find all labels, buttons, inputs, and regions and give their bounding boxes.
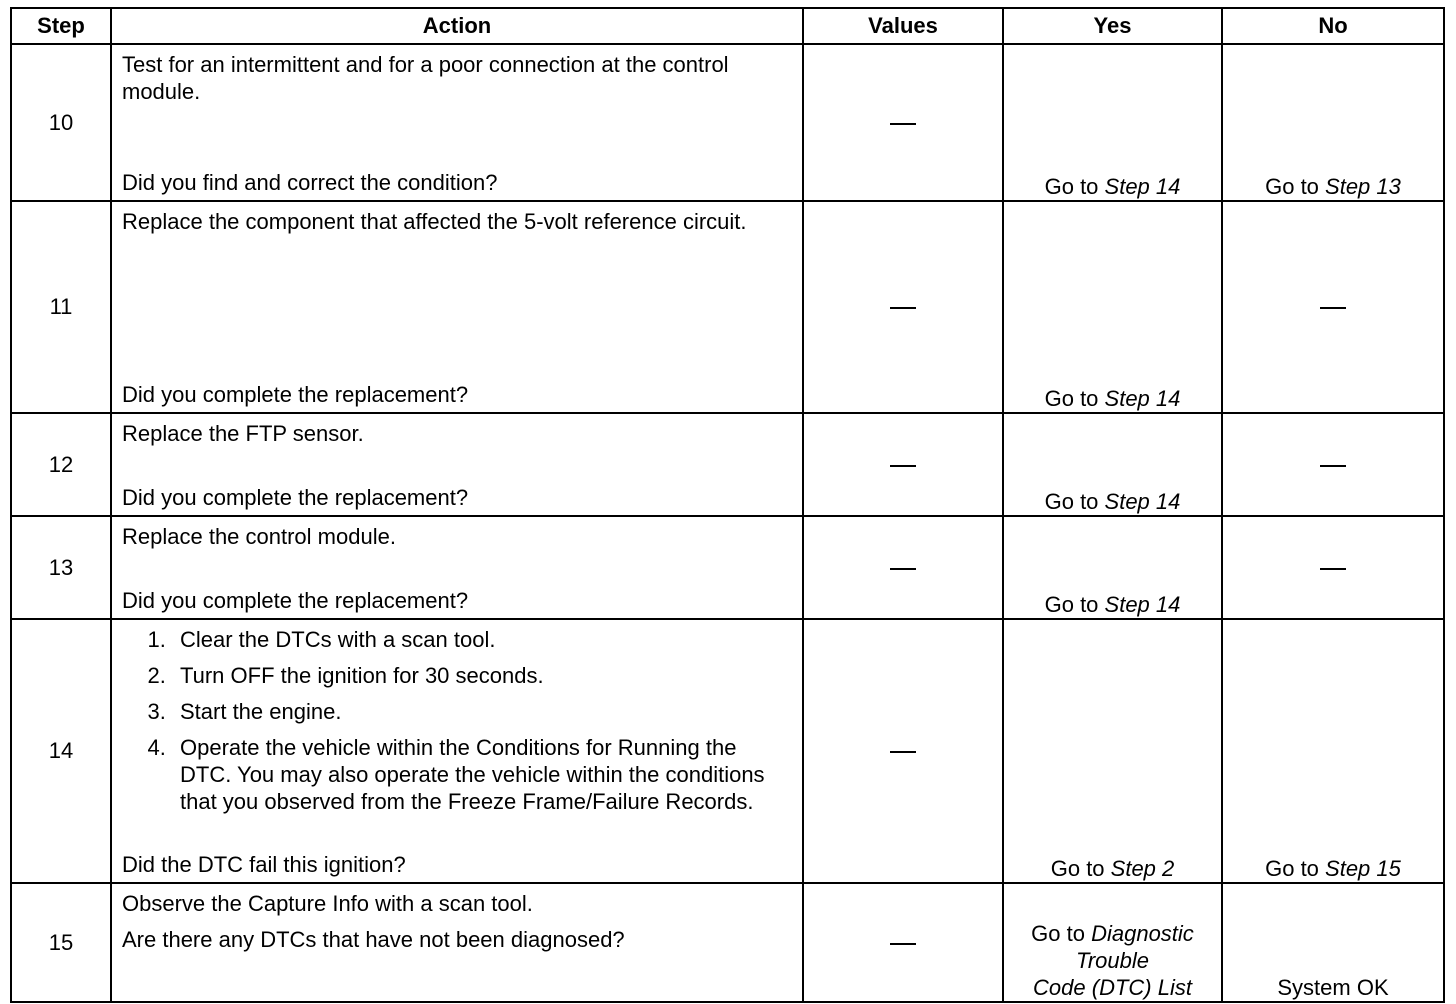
action-question: Did the DTC fail this ignition? <box>122 852 406 877</box>
header-step: Step <box>11 8 111 44</box>
goto-prefix: Go to <box>1044 592 1105 617</box>
dash-icon <box>1320 568 1346 570</box>
action-text: Observe the Capture Info with a scan tool. <box>122 891 533 916</box>
no-cell <box>1222 44 1444 201</box>
list-item: 4. Operate the vehicle within the Conditions for Running the DTC. You may also operate the vehicle within the conditions that you observed from the Freeze Frame/Failure Records. <box>172 734 792 815</box>
step-number: 10 <box>11 44 111 201</box>
step-reference: Step 13 <box>1325 174 1401 199</box>
step-reference: Step 2 <box>1110 856 1175 881</box>
step-reference: Step 14 <box>1104 386 1181 411</box>
table-row-step-12 <box>11 413 1444 516</box>
yes-link[interactable] <box>1051 856 1175 881</box>
step-number: 11 <box>11 201 111 413</box>
no-cell <box>1222 413 1444 516</box>
action-text: Test for an intermittent and for a poor connection at the control module. <box>122 52 729 104</box>
header-row <box>11 8 1444 44</box>
action-text: Replace the FTP sensor. <box>122 421 364 446</box>
table-row-step-14 <box>11 619 1444 883</box>
header-yes: Yes <box>1003 8 1222 44</box>
yes-cell <box>1003 44 1222 201</box>
goto-prefix: Go to <box>1044 174 1105 199</box>
yes-link[interactable] <box>1045 174 1181 199</box>
action-question: Did you complete the replacement? <box>122 382 469 407</box>
values-cell <box>803 516 1003 619</box>
action-cell <box>111 201 803 413</box>
goto-prefix: Go to <box>1044 386 1105 411</box>
table-row-step-13 <box>11 516 1444 619</box>
yes-cell <box>1003 516 1222 619</box>
values-cell <box>803 201 1003 413</box>
table-row-step-10 <box>11 44 1444 201</box>
yes-cell <box>1003 201 1222 413</box>
no-link[interactable] <box>1265 174 1401 199</box>
header-values: Values <box>803 8 1003 44</box>
step-reference: Step 14 <box>1104 489 1181 514</box>
yes-link[interactable] <box>1045 386 1181 411</box>
table-row-step-11 <box>11 201 1444 413</box>
yes-cell <box>1003 619 1222 883</box>
goto-prefix: Go to <box>1265 174 1326 199</box>
action-text: Replace the control module. <box>122 524 396 549</box>
no-cell <box>1222 619 1444 883</box>
no-cell <box>1222 201 1444 413</box>
list-item: 2. Turn OFF the ignition for 30 seconds. <box>172 662 792 689</box>
goto-prefix: Go to <box>1031 921 1092 946</box>
dash-icon <box>890 943 916 945</box>
yes-link[interactable] <box>1045 489 1181 514</box>
list-item: 1. Clear the DTCs with a scan tool. <box>172 626 792 653</box>
values-cell <box>803 413 1003 516</box>
yes-cell <box>1003 883 1222 1002</box>
step-reference: Step 15 <box>1325 856 1401 881</box>
dash-icon <box>890 568 916 570</box>
list-item: 3. Start the engine. <box>172 698 792 725</box>
no-link[interactable] <box>1265 856 1401 881</box>
action-question: Are there any DTCs that have not been diagnosed? <box>122 927 625 952</box>
yes-link[interactable] <box>1045 592 1181 617</box>
action-cell <box>111 516 803 619</box>
action-question: Did you find and correct the condition? <box>122 170 498 195</box>
step-number: 13 <box>11 516 111 619</box>
values-cell <box>803 44 1003 201</box>
procedure-list <box>122 626 792 815</box>
step-number: 14 <box>11 619 111 883</box>
system-ok-result: System OK <box>1277 975 1389 1000</box>
dash-icon <box>1320 465 1346 467</box>
goto-prefix: Go to <box>1265 856 1326 881</box>
header-action: Action <box>111 8 803 44</box>
header-no: No <box>1222 8 1444 44</box>
dash-icon <box>1320 307 1346 309</box>
values-cell <box>803 619 1003 883</box>
goto-prefix: Go to <box>1050 856 1111 881</box>
no-cell <box>1222 883 1444 1002</box>
dash-icon <box>890 123 916 125</box>
action-cell <box>111 883 803 1002</box>
action-question: Did you complete the replacement? <box>122 485 469 510</box>
action-cell <box>111 619 803 883</box>
no-cell <box>1222 516 1444 619</box>
yes-cell <box>1003 413 1222 516</box>
action-question: Did you complete the replacement? <box>122 588 469 613</box>
step-reference: Step 14 <box>1104 592 1181 617</box>
dash-icon <box>890 465 916 467</box>
diagnostic-table <box>10 7 1445 1003</box>
step-number: 12 <box>11 413 111 516</box>
yes-link[interactable] <box>1004 920 1221 1001</box>
dtc-list-reference-line3: Code (DTC) List <box>1033 975 1192 1000</box>
dtc-list-reference-line1: Diagnostic <box>1091 921 1194 946</box>
action-cell <box>111 44 803 201</box>
step-number: 15 <box>11 883 111 1002</box>
dash-icon <box>890 307 916 309</box>
step-reference: Step 14 <box>1104 174 1181 199</box>
dtc-list-reference-line2: Trouble <box>1076 948 1149 973</box>
dash-icon <box>890 751 916 753</box>
table-row-step-15 <box>11 883 1444 1002</box>
action-text: Replace the component that affected the 5-volt reference circuit. <box>122 209 747 234</box>
goto-prefix: Go to <box>1044 489 1105 514</box>
values-cell <box>803 883 1003 1002</box>
action-cell <box>111 413 803 516</box>
